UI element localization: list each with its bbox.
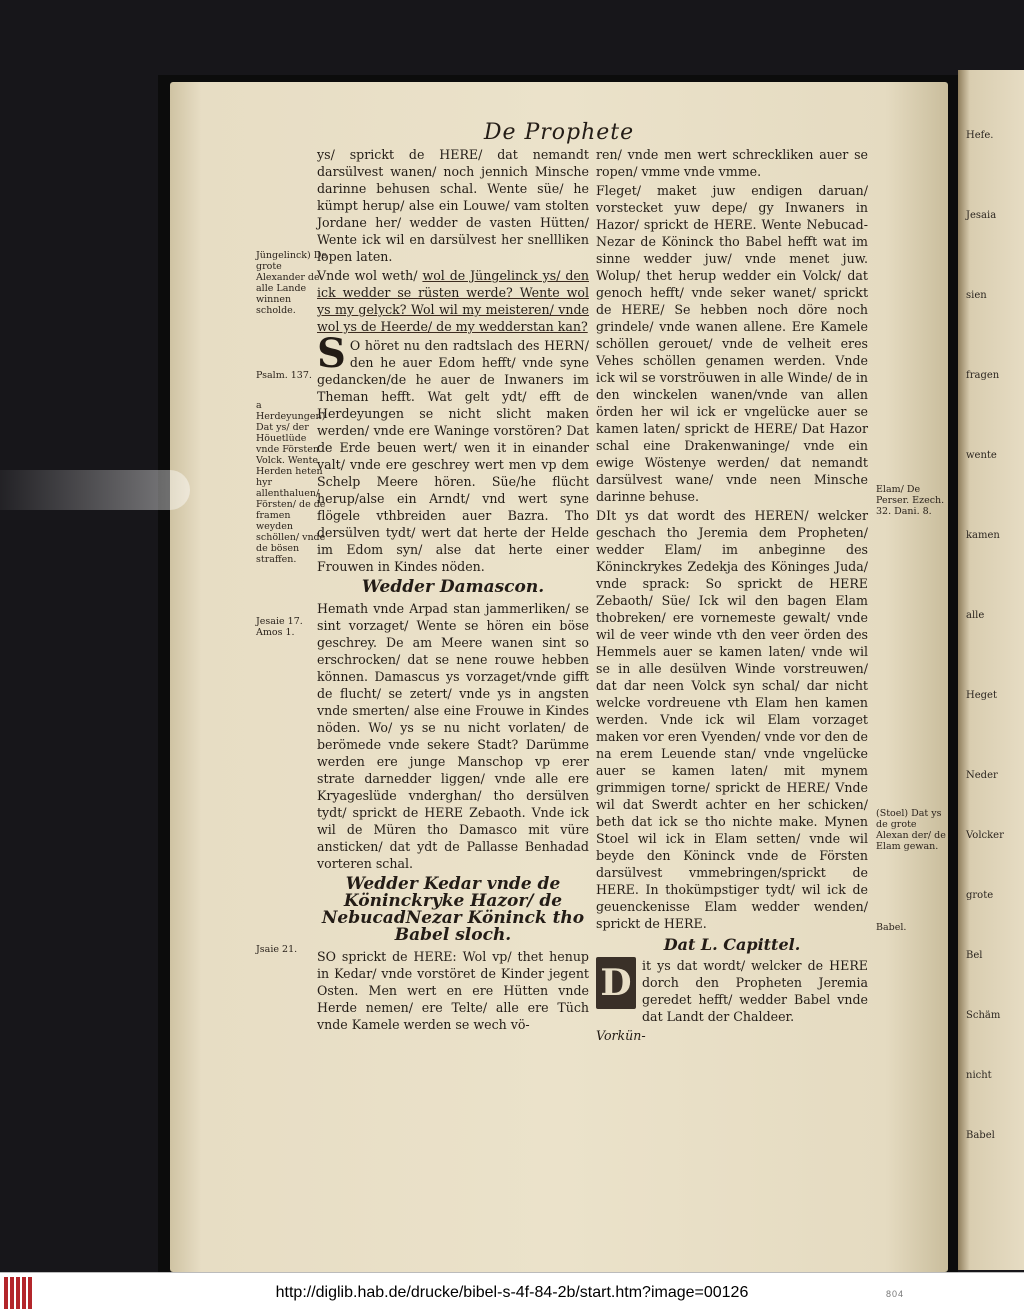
left-paragraph-1: ys/ sprickt de HERE/ dat nemandt darsülvest wanen/ noch jennich Minsche darinne behusen schal. Wente süe/ he kümpt herup/ alse ein Louwe/ vam stolten Jordane her/ wedder de vasten Hütten/ Wente ick wil en darsülvest her snellliken lopen laten. xyxy=(317,147,589,264)
right-column xyxy=(596,146,868,1046)
margin-note-jesaie-amos: Jesaie 17. Amos 1. xyxy=(256,616,303,638)
left-paragraph-5: SO sprickt de HERE: Wol vp/ thet henup in Kedar/ vnde vorstöret de Kinder jegent Osten. Men wert en ere Hütten vnde Herde nemen/ ere Telte/ alle ere Tüch vnde Kamele werden se wech vö- xyxy=(317,949,589,1032)
facing-page-fragment: grote xyxy=(966,890,994,901)
left-paragraph-2 xyxy=(317,267,589,335)
margin-note-stoel: (Stoel) Dat ys de grote Alexan der/ de Elam gewan. xyxy=(876,808,946,852)
dropcap-s: S xyxy=(317,330,346,377)
viewer-footer xyxy=(0,1272,1024,1313)
ornate-initial-icon: D xyxy=(596,957,636,1009)
margin-note-psalm: Psalm. 137. xyxy=(256,370,312,381)
facing-page-fragment: alle xyxy=(966,610,985,621)
margin-note-herdeyungen: a Herdeyungen) Dat ys/ der Höuetlüde vnde Försten Volck. Wente Herden heten hyr allenthaluen/ Försten/ de de framen weyden schöllen/ vnde de bösen straffen. xyxy=(256,400,326,565)
section-heading-kedar: Wedder Kedar vnde de Köninckryke Hazor/ de NebucadNezar Köninck tho Babel sloch. xyxy=(321,874,585,945)
facing-page-fragment: Hefe. xyxy=(966,130,994,141)
facing-page-fragment: Heget xyxy=(966,690,997,701)
right-paragraph-3: DIt ys dat wordt des HEREN/ welcker geschach tho Jeremia dem Propheten/ wedder Elam/ im anbeginne des Köninckrykes Zedekja des Köninges Juda/ vnde sprack: So sprickt de HERE Zebaoth/ Süe/ Ick wil den bagen Elam thobreken/ ere vornemeste gewalt/ vnde wil de veer winde vth den veer örden des Hemmels auer se kamen laten/ vnde wil se in alle desülven Winde vorstreuwen/ dat dar neen Volck syn schal/ dar nicht welcke vordreuene vth Elam hen kamen werden. Vnde ick wil Elam vorzaget maken vor eren Vyenden/ vnde vor den de na erem Leuende stan/ vnde vngelücke auer se kamen laten/ mit mynem grimmigen torne/ sprickt de HERE/ Vnde wil dat Swerdt achter en her schicken/ beth dat ick se tho nichte make. Mynen Stoel wil ick in Elam setten/ vnde wil beyde den Köninck vnde de Försten darsülvest vmmebringen/sprickt de HERE. In thokümpstiger tydt/ wil ick de geuenckenisse Elam wedder wenden/ sprickt de HERE. xyxy=(596,508,868,931)
left-paragraph-4: Hemath vnde Arpad stan jammerliken/ se sint vorzaget/ Wente se hören ein böse geschrey. De am Meere wanen sint so erschrocken/ dat se nene rouwe hebben können. Damascus ys vorzaget/vnde gifft de flucht/ se zetert/ vnde ys in angsten vnde smerten/ alse eine Frouwe in Kindes nöden. Wo/ ys se nu nicht vorlaten/ de berömede vnde sekere Stadt? Darümme werden ere junge Manschop vp erer strate darnedder liggen/ vnde alle ere Kryageslüde vnderghan/ tho dersülven tydt/ sprickt de HERE Zebaoth. Vnde ick wil de Müren tho Damasco mit vüre ansticken/ dat ydt de Pallasse Benhadad vorteren schal. xyxy=(317,601,589,871)
image-url[interactable]: http://diglib.hab.de/drucke/bibel-s-4f-84-2b/start.htm?image=00126 xyxy=(275,1284,749,1301)
facing-page-fragment: fragen xyxy=(966,370,1000,381)
margin-note-elam: Elam/ De Perser. Ezech. 32. Dani. 8. xyxy=(876,484,945,517)
book-page xyxy=(170,82,948,1272)
facing-page-fragment: kamen xyxy=(966,530,1000,541)
facing-page-fragment: Volcker xyxy=(966,830,1004,841)
facing-page-fragment: Schäm xyxy=(966,1010,1001,1021)
right-paragraph-4-text: it ys dat wordt/ welcker de HERE dorch den Propheten Jeremia geredet hefft/ wedder Babel vnde dat Landt der Chaldeer. xyxy=(642,958,868,1024)
margin-note-jsaie: Jsaie 21. xyxy=(256,944,298,955)
facing-page-fragment: Jesaia xyxy=(966,210,997,221)
page-number: 804 xyxy=(885,1289,904,1299)
facing-page-fragment: Bel xyxy=(966,950,983,961)
left-paragraph-3 xyxy=(317,330,589,575)
right-paragraph-4 xyxy=(596,957,868,1025)
underlined-passage: wol de Jüngelinck ys/ den ick wedder se rüsten werde? Wente wol ys my gelyck? Wol wil my meisteren/ vnde wol ys de Heerde/ de my wedderstan kan? xyxy=(317,268,589,334)
catchword: Vorkün- xyxy=(596,1028,646,1043)
facing-page-fragment: wente xyxy=(966,450,997,461)
running-head: De Prophete xyxy=(483,120,635,145)
right-paragraph-2: Fleget/ maket juw endigen daruan/ vorstecket yuw depe/ gy Inwaners in Hazor/ sprickt de HERE. Wente Nebucad-Nezar de Köninck tho Babel hefft wat im sinne wedder juw/ vnde menet juw. Wolup/ thet herup wedder ein Volck/ dat genoch hefft/ vnde seker wanet/ sprickt de HERE/ Se hebben noch döre noch grindele/ vnde wanen allene. Ere Kamele schöllen gerouet/ vnde de velheit eres Vehes schöllen genamen werden. Vnde ick wil se vorströuwen in alle Winde/ de in den winckelen wanen/vnde van allen örden her wil ick er vngelücke auer se kamen laten/ sprickt de HERE/ Dat Hazor schal eine Drakenwaninge/ vnde ein ewige Wöstenye werden/ dat nemandt darsülvest wane/ vnde neen Minsche darinne behuse. xyxy=(596,183,868,504)
facing-page-edge xyxy=(958,70,1024,1270)
left-column xyxy=(317,146,589,1035)
facing-page-fragment: nicht xyxy=(966,1070,992,1081)
margin-note-babel: Babel. xyxy=(876,922,907,933)
right-paragraph-1: ren/ vnde men wert schreckliken auer se ropen/ vmme vnde vmme. xyxy=(596,147,868,179)
left-paragraph-3-text: O höret nu den radtslach des HERN/ den he auer Edom hefft/ vnde syne gedancken/de he auer de Inwaners im Theman hefft. Wat gelt ydt/ efft de Herdeyungen se nicht slicht maken werden/ vnde ere Waninge vorstören? Dat de Erde beuen wert/ wen it in einander valt/ vnde ere geschrey wert men vp dem Schelp Meere hören. Süe/he flücht herup/alse ein Arndt/ vnd wert syne flögele vthbreiden auer Bazra. Tho dersülven tydt/ wert dat herte der Helde im Edom syn/ alse dat herte einer Frouwen in Kindes nöden. xyxy=(317,338,589,574)
page-weight-glare xyxy=(0,470,190,510)
facing-page-fragment: sien xyxy=(966,290,987,301)
left-paragraph-2-text: Vnde wol weth/ xyxy=(317,268,423,283)
margin-note-juengelinck: Jüngelinck) De grote Alexander de alle Lande winnen scholde. xyxy=(256,250,327,316)
facing-page-fragment: Babel xyxy=(966,1130,995,1141)
section-heading-damascon: Wedder Damascon. xyxy=(361,577,545,597)
facing-page-fragment: Neder xyxy=(966,770,998,781)
chapter-heading: Dat L. Capittel. xyxy=(663,935,801,954)
